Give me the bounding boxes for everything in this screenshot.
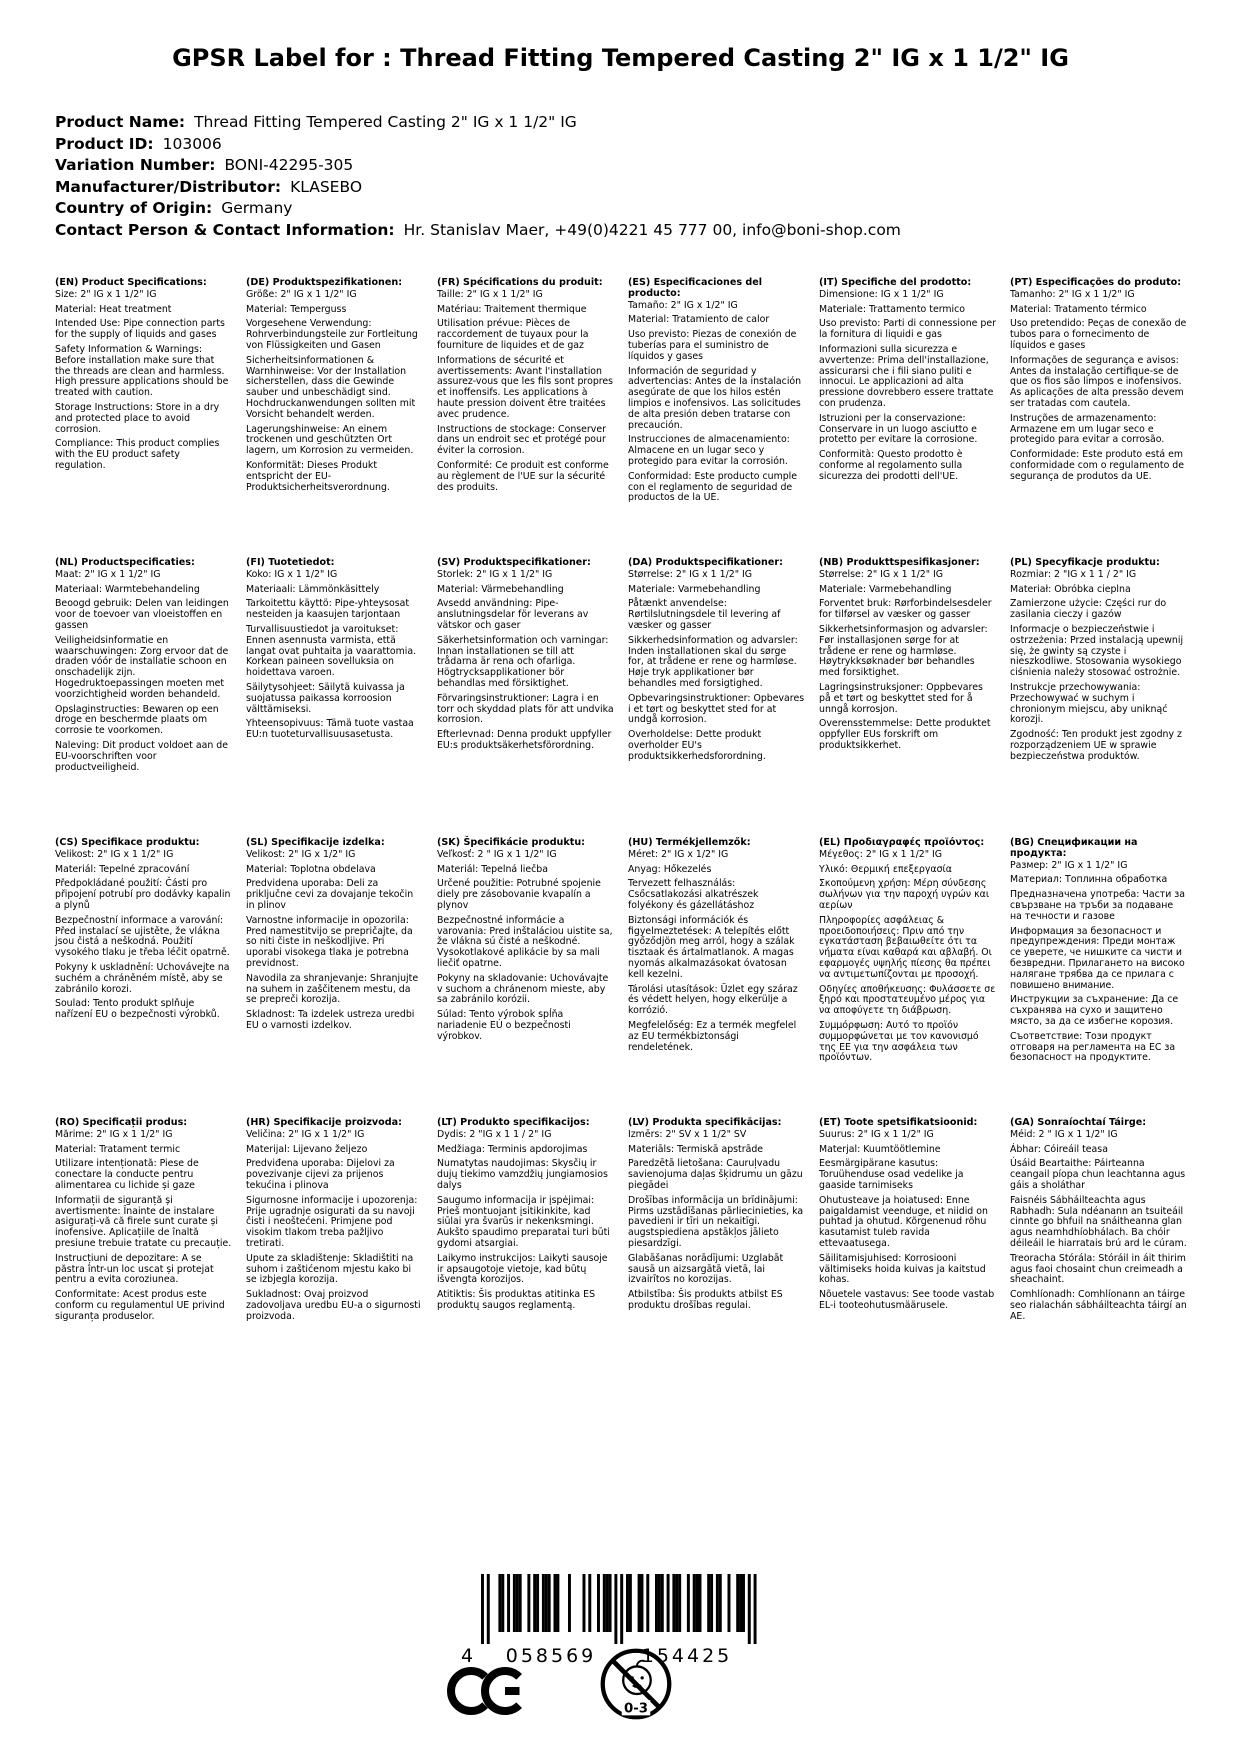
spec-paragraph: Säilitamisjuhised: Korrosiooni vältimiseks hoida kuivas ja kaitstud kohas. [819,1252,986,1286]
spec-paragraph: Atitiktis: Šis produktas atitinka ES produktų saugos reglamentą. [437,1289,596,1311]
spec-paragraph: Matériau: Traitement thermique [437,303,587,315]
spec-paragraph: Avsedd användning: Pipe-anslutningsdelar för leverans av vätskor och gaser [437,598,589,631]
page-title: GPSR Label for : Thread Fitting Tempered Casting 2" IG x 1 1/2" IG [172,44,1069,72]
spec-paragraph: Laikymo instrukcijos: Laikyti sausoje ir apsaugotoje vietoje, kad būtų išvengta korozijos. [437,1252,608,1286]
spec-paragraph: Anyag: Hőkezelés [628,863,712,875]
barcode-digits-left-group: 058569 [505,1645,597,1667]
age-warning-label: 0-3 [623,1701,649,1717]
spec-paragraph: Sikkerhedsinformation og advarsler: Inden installationen skal du sørge for, at trådene er rene og harmløse. Høje tryk applikationer bør behandles med forsigtighed. [628,634,798,689]
spec-block [55,1118,232,1398]
spec-block-header: (RO) Specificații produs: [55,1117,188,1128]
spec-paragraph: Conformidad: Este producto cumple con el reglamento de seguridad de productos de la UE. [628,470,798,504]
info-row [55,220,901,242]
spec-paragraph: Materiaal: Warmtebehandeling [55,583,200,595]
spec-paragraph: Predvidena uporaba: Deli za priključne cevi za dovajanje tekočin in plinov [246,878,414,911]
spec-paragraph: Предназначена употреба: Части за свързване на тръби за подаване на течности и газове [1010,889,1185,922]
barcode-digits-right-group: 154425 [641,1645,733,1667]
spec-block-header: (DA) Produktspecifikationer: [628,557,783,568]
spec-block-header: (ET) Toote spetsifikatsioonid: [819,1117,978,1128]
spec-block-header: (PT) Especificações do produto: [1010,277,1182,288]
spec-paragraph: Megfelelőség: Ez a termék megfelel az EU termékbiztonsági rendeletének. [628,1019,797,1053]
spec-paragraph: Efterlevnad: Denna produkt uppfyller EU:s produktsäkerhetsförordning. [437,729,612,751]
spec-block [55,558,232,838]
spec-paragraph: Storlek: 2" IG x 1 1/2" IG [437,568,553,580]
info-row [55,198,901,220]
spec-paragraph: Size: 2" IG x 1 1/2" IG [55,288,157,300]
spec-paragraph: Beoogd gebruik: Delen van leidingen voor de toevoer van vloeistoffen en gassen [55,598,229,631]
spec-block [246,838,423,1118]
spec-paragraph: Información de seguridad y advertencias: Antes de la instalación asegúrate de que los hilos estén limpios e inofensivos. Las solicitudes de alta presión deben tratarse con precaución. [628,365,802,431]
spec-paragraph: Overensstemmelse: Dette produktet oppfyller EUs forskrift om produktsikkerhet. [819,718,991,751]
spec-block-header: (BG) Спецификации на продукта: [1010,837,1138,859]
spec-paragraph: Drošības informācija un brīdinājumi: Pirms uzstādīšanas pārliecinieties, ka pavedieni ir tīri un nekaitīgi. augstspiediena apstākļos jālieto piesardzīgi. [628,1194,804,1249]
info-value: Hr. Stanislav Maer, +49(0)4221 45 777 00, info@boni-shop.com [403,220,901,239]
spec-paragraph: Informacje o bezpieczeństwie i ostrzeżenia: Przed instalacją upewnij się, że gwinty są czyste i nieszkodliwe. Stosowania wysokiego ciśnienia należy stosować ostrożnie. [1010,623,1184,679]
spec-paragraph: Instrucțiuni de depozitare: A se păstra într-un loc uscat și protejat pentru a evita coroziunea. [55,1252,214,1286]
age-warning-icon [598,1646,674,1726]
info-label: Product ID: [55,134,154,153]
spec-paragraph: Conformitate: Acest produs este conform cu regulamentul UE privind siguranța produselor. [55,1289,225,1322]
spec-paragraph: Mărime: 2" IG x 1 1/2" IG [55,1128,173,1140]
info-row [55,177,901,199]
spec-paragraph: Pokyny na skladovanie: Uchovávajte v suchom a chránenom mieste, aby sa zabránilo korózii. [437,972,609,1006]
spec-paragraph: Πληροφορίες ασφάλειας & προειδοποιήσεις: Πριν από την εγκατάσταση βεβαιωθείτε ότι τα νήματα είναι καθαρά και αβλαβή. Οι εφαρμογές υψηλής πίεσης θα πρέπει να αντιμετωπίζονται με προσοχή. [819,914,992,980]
spec-paragraph: Conformité: Ce produit est conforme au règlement de l'UE sur la sécurité des produits. [437,459,609,493]
spec-paragraph: Uso previsto: Parti di connessione per la fornitura di liquidi e gas [819,318,996,341]
spec-block [1010,1118,1187,1398]
spec-paragraph: Uso previsto: Piezas de conexión de tuberías para el suministro de líquidos y gases [628,329,797,362]
spec-block-header: (EL) Προδιαγραφές προϊόντος: [819,837,985,848]
spec-block [819,1118,996,1398]
spec-paragraph: Utilizare intenționată: Piese de conectare la conducte pentru alimentarea cu lichide și gaze [55,1158,199,1191]
spec-paragraph: Bezpečnostní informace a varování: Před instalací se ujistěte, že vlákna jsou čistá a neškodná. Použití vysokého tlaku je třeba léčit opatrně. [55,914,230,959]
spec-block-header: (SV) Produktspecifikationer: [437,557,591,568]
spec-paragraph: Material: Tratament termic [55,1143,181,1155]
spec-paragraph: Glabāšanas norādījumi: Uzglabāt sausā un aizsargātā vietā, lai izvairītos no korozijas. [628,1252,784,1286]
spec-block [437,838,614,1118]
spec-paragraph: Konformität: Dieses Produkt entspricht der EU-Produktsicherheitsverordnung. [246,459,390,493]
spec-paragraph: Materjal: Kuumtöötlemine [819,1143,941,1155]
spec-paragraph: Navodila za shranjevanje: Shranjujte na suhem in zaščitenem mestu, da se prepreči korozija. [246,972,419,1006]
spec-paragraph: Taille: 2" IG x 1 1/2" IG [437,288,543,300]
spec-paragraph: Medžiaga: Terminis apdorojimas [437,1143,588,1155]
spec-paragraph: Súlad: Tento výrobok spĺňa nariadenie EÚ o bezpečnosti výrobkov. [437,1009,571,1042]
spec-paragraph: Υλικό: Θερμική επεξεργασία [819,863,952,875]
info-row [55,112,901,134]
spec-block-header: (HU) Termékjellemzők: [628,837,751,848]
info-label: Contact Person & Contact Information: [55,220,395,239]
spec-paragraph: Materiał: Obróbka cieplna [1010,583,1131,595]
spec-paragraph: Instructions de stockage: Conserver dans un endroit sec et protégé pour éviter la corrosion. [437,423,606,457]
spec-paragraph: Maat: 2" IG x 1 1/2" IG [55,568,161,580]
spec-paragraph: Material: Heat treatment [55,303,172,315]
spec-paragraph: Säkerhetsinformation och varningar: Innan installationen se till att trådarna är rena och ofarliga. Högtrycksapplikationer bör behandlas med försiktighet. [437,634,609,689]
spec-block-header: (HR) Specifikacije proizvoda: [246,1117,402,1128]
spec-paragraph: Comhlíonadh: Comhlíonann an táirge seo rialachán sábháilteachta táirgí an AE. [1010,1289,1187,1322]
info-value: Germany [221,199,293,217]
info-value: Thread Fitting Tempered Casting 2" IG x 1 1/2" IG [194,113,577,131]
spec-paragraph: Veiligheidsinformatie en waarschuwingen: Zorg ervoor dat de draden vóór de installatie schoon en onschadelijk zijn. Hogedruktoepassingen moeten met voorzichtigheid worden behandeld. [55,634,229,700]
spec-paragraph: Dimensione: IG x 1 1/2" IG [819,288,944,300]
spec-paragraph: Materiāls: Termiskā apstrāde [628,1143,764,1155]
spec-paragraph: Paredzētā lietošana: Cauruļvadu savienojuma daļas šķidrumu un gāzu piegādei [628,1158,803,1191]
spec-paragraph: Material: Temperguss [246,303,347,315]
spec-paragraph: Velikost: 2" IG x 1 1/2" IG [55,848,174,860]
spec-block-header: (SK) Špecifikácie produktu: [437,837,586,848]
spec-block-header: (SL) Specifikacije izdelka: [246,837,385,848]
spec-paragraph: Opbevaringsinstruktioner: Opbevares i et tørt og beskyttet sted for at undgå korrosion. [628,692,805,726]
spec-grid [55,278,1187,1398]
spec-paragraph: Turvallisuustiedot ja varoitukset: Ennen asennusta varmista, että langat ovat puhtaita ja vaarattomia. Korkean paineen sovelluksia on hoidettava varoen. [246,623,417,679]
spec-paragraph: Förvaringsinstruktioner: Lagra i en torr och skyddad plats för att undvika korrosion. [437,692,614,726]
spec-paragraph: Pokyny k uskladnění: Uchovávejte na suchém a chráněném místě, aby se zabránilo korozi. [55,961,230,995]
spec-paragraph: Informations de sécurité et avertissements: Avant l'installation assurez-vous que les fils sont propres et inoffensifs. Les applications à haute pression doivent être traitées avec prudence. [437,354,614,420]
spec-paragraph: Materiale: Varmebehandling [819,583,952,595]
spec-paragraph: Instruções de armazenamento: Armazene em um lugar seco e protegido para evitar a corrosão. [1010,412,1165,446]
spec-block [246,558,423,838]
spec-block-header: (CS) Specifikace produktu: [55,837,200,848]
spec-paragraph: Sicherheitsinformationen & Warnhinweise: Vor der Installation sicherstellen, dass die Gewinde sauber und unbeschädigt sind. Hochdruckanwendungen sollten mit Vorsicht behandelt werden. [246,354,416,420]
spec-paragraph: Velikost: 2" IG x 1/2" IG [246,848,356,860]
spec-block-header: (NB) Produkttspesifikasjoner: [819,557,980,568]
spec-paragraph: Информация за безопасност и предупреждения: Преди монтаж се уверете, че нишките са чисти и безвредни. Прилагането на високо налягане трябва да се прилага с повишено внимание. [1010,925,1185,991]
spec-paragraph: Påtænkt anvendelse: Rørtilslutningsdele til levering af væsker og gasser [628,598,781,631]
info-label: Manufacturer/Distributor: [55,177,282,196]
spec-paragraph: Materiale: Varmebehandling [628,583,761,595]
spec-paragraph: Material: Tratamiento de calor [628,314,770,326]
spec-paragraph: Soulad: Tento produkt splňuje nařízení EU o bezpečnosti výrobků. [55,998,220,1021]
product-info [55,112,901,241]
spec-paragraph: Intended Use: Pipe connection parts for the supply of liquids and gases [55,318,225,341]
spec-block [437,1118,614,1398]
spec-block [437,558,614,838]
info-row [55,155,901,177]
spec-paragraph: Размер: 2" IG x 1 1/2" IG [1010,859,1128,871]
spec-block-header: (IT) Specifiche del prodotto: [819,277,972,288]
spec-block [1010,838,1187,1118]
spec-paragraph: Předpokládané použití: Části pro připojení potrubí pro dodávky kapalin a plynů [55,878,231,911]
spec-paragraph: Σκοπούμενη χρήση: Μέρη σύνδεσης σωλήνων για την παροχή υγρών και αερίων [819,878,989,911]
spec-paragraph: Eesmärgipärane kasutus: Toruühenduse osad vedelike ja gaaside tarnimiseks [819,1158,964,1191]
spec-block-header: (LT) Produkto specifikacijos: [437,1117,590,1128]
spec-block [55,838,232,1118]
spec-block [246,1118,423,1398]
spec-paragraph: Méret: 2" IG x 1/2" IG [628,848,729,860]
spec-paragraph: Naleving: Dit product voldoet aan de EU-voorschriften voor productveiligheid. [55,739,228,773]
spec-paragraph: Sukladnost: Ovaj proizvod zadovoljava uredbu EU-a o sigurnosti proizvoda. [246,1289,421,1322]
spec-paragraph: Størrelse: 2" IG x 1 1/2" IG [628,568,753,580]
spec-paragraph: Safety Information & Warnings: Before installation make sure that the threads are clean and harmless. High pressure applications should be treated with caution. [55,343,229,399]
spec-paragraph: Materiale: Trattamento termico [819,303,966,315]
spec-paragraph: Sikkerhetsinformasjon og advarsler: Før installasjonen sørge for at trådene er rene og harmløse. Høytrykksøknader bør behandles med forsiktighet. [819,623,988,679]
spec-paragraph: Určené použitie: Potrubné spojenie diely pre zásobovanie kvapalín a plynov [437,878,601,911]
spec-paragraph: Οδηγίες αποθήκευσης: Φυλάσσετε σε ξηρό και προστατευμένο μέρος για να αποφύγετε τη διάβρωση. [819,983,996,1017]
spec-block-header: (GA) Sonraíochtaí Táirge: [1010,1117,1147,1128]
spec-paragraph: Material: Tratamento térmico [1010,303,1147,315]
ce-mark-icon [447,1666,530,1720]
spec-paragraph: Forventet bruk: Rørforbindelsesdeler for tilførsel av væsker og gasser [819,598,992,621]
spec-paragraph: Инструкции за съхранение: Да се съхранява на сухо и защитено място, за да се избегне корозия. [1010,994,1179,1027]
spec-paragraph: Predviđena uporaba: Dijelovi za povezivanje cijevi za prijenos tekućina i plinova [246,1158,395,1191]
spec-paragraph: Tarkoitettu käyttö: Pipe-yhteysosat nesteiden ja kaasujen tarjontaan [246,598,410,621]
spec-paragraph: Materiál: Tepelné zpracování [55,863,190,875]
spec-paragraph: Ábhar: Cóireáil teasa [1010,1143,1108,1155]
spec-paragraph: Yhteensopivuus: Tämä tuote vastaa EU:n tuoteturvallisuusasetusta. [246,718,414,741]
spec-paragraph: Tervezett felhasználás: Csőcsatlakozási alkatrészek folyékony és gázellátáshoz [628,878,759,911]
spec-block-header: (NL) Productspecificaties: [55,557,195,568]
info-label: Country of Origin: [55,199,213,217]
spec-paragraph: Nõuetele vastavus: See toode vastab EL-i tooteohutusmäärusele. [819,1289,995,1311]
spec-paragraph: Zgodność: Ten produkt jest zgodny z rozporządzeniem UE w sprawie bezpieczeństwa produktów. [1010,729,1182,762]
spec-block-header: (DE) Produktspezifikationen: [246,277,403,288]
spec-block [1010,278,1187,558]
spec-block [819,838,996,1118]
spec-paragraph: Veľkosť: 2 " IG x 1 1/2" IG [437,848,557,860]
spec-paragraph: Koko: IG x 1 1/2" IG [246,568,338,580]
info-label: Product Name: [55,113,186,131]
spec-paragraph: Material: Toplotna obdelava [246,863,376,875]
info-label: Variation Number: [55,156,216,174]
spec-paragraph: Ohutusteave ja hoiatused: Enne paigaldamist veenduge, et niidid on puhtad ja ohutud. Kõrgenenud rõhu kasutamist tuleb ravida ettevaatusega. [819,1194,988,1249]
spec-block-header: (FR) Spécifications du produit: [437,277,603,288]
spec-paragraph: Conformidade: Este produto está em conformidade com o regulamento de segurança de produtos da UE. [1010,449,1185,482]
spec-paragraph: Lagerungshinweise: An einem trockenen und geschützten Ort lagern, um Korrosion zu vermeiden. [246,423,414,457]
spec-paragraph: Veličina: 2" IG x 1 1/2" IG [246,1128,365,1140]
spec-paragraph: Instrukcje przechowywania: Przechowywać w suchym i chronionym miejscu, aby uniknąć korozji. [1010,681,1168,726]
spec-paragraph: Méid: 2 " IG x 1 1/2" IG [1010,1128,1118,1140]
spec-block-header: (PL) Specyfikacje produktu: [1010,557,1160,568]
spec-paragraph: Rozmiar: 2 "IG x 1 1 / 2" IG [1010,568,1137,580]
spec-paragraph: Dydis: 2 "IG x 1 1 / 2" IG [437,1128,552,1140]
spec-paragraph: Conformità: Questo prodotto è conforme al regolamento sulla sicurezza dei prodotti dell'UE. [819,449,963,482]
spec-paragraph: Saugumo informacija ir įspėjimai: Prieš montuojant įsitikinkite, kad siūlai yra švarūs ir nekenksmingi. Aukšto spaudimo preparatai turi būti gydomi atsargiai. [437,1194,610,1249]
spec-block-header: (EN) Product Specifications: [55,277,207,288]
spec-block [819,278,996,558]
spec-block-header: (FI) Tuotetiedot: [246,557,335,568]
spec-paragraph: Varnostne informacije in opozorila: Pred namestitvijo se prepričajte, da so niti čiste in neškodljive. Pri uporabi visokega tlaka je potrebna previdnost. [246,914,413,969]
spec-paragraph: Informații de siguranță și avertismente: Înainte de instalare asigurați-vă că firele sunt curate și inofensive. Aplicațiile de înaltă presiune trebuie tratate cu precauție. [55,1194,232,1249]
spec-paragraph: Treoracha Stórála: Stóráil in áit thirim agus faoi chosaint chun creimeadh a sheachaint. [1010,1252,1186,1286]
spec-paragraph: Sigurnosne informacije i upozorenja: Prije ugradnje osigurati da su navoji čisti i neoštećeni. Primjene pod visokim tlakom treba pažljivo tretirati. [246,1194,418,1249]
spec-paragraph: Istruzioni per la conservazione: Conservare in un luogo asciutto e protetto per evitare la corrosione. [819,412,978,446]
spec-block [437,278,614,558]
spec-paragraph: Material: Värmebehandling [437,583,564,595]
spec-paragraph: Utilisation prévue: Pièces de raccordement de tuyaux pour la fourniture de liquides et de gaz [437,318,589,351]
info-row [55,134,901,156]
spec-block [628,838,805,1118]
spec-block [628,558,805,838]
spec-paragraph: Upute za skladištenje: Skladištiti na suhom i zaštićenom mjestu kako bi se izbjegla korozija. [246,1252,414,1286]
spec-paragraph: Storage Instructions: Store in a dry and protected place to avoid corrosion. [55,401,220,435]
spec-paragraph: Informazioni sulla sicurezza e avvertenze: Prima dell'installazione, assicurarsi che i fili siano puliti e innocui. Le applicazioni ad alta pressione dovrebbero essere trattate con prudenza. [819,343,994,409]
spec-block-header: (LV) Produkta specifikācijas: [628,1117,782,1128]
spec-paragraph: Informações de segurança e avisos: Antes da instalação certifique-se de que os fios são limpos e inofensivos. As aplicações de alta pressão devem ser tratadas com cautela. [1010,354,1184,409]
spec-paragraph: Opslaginstructies: Bewaren op een droge en beschermde plaats om corrosie te voorkomen. [55,703,219,737]
spec-paragraph: Størrelse: 2" IG x 1 1/2" IG [819,568,944,580]
spec-paragraph: Suurus: 2" IG x 1 1/2" IG [819,1128,934,1140]
info-value: 103006 [162,134,222,153]
spec-paragraph: Úsáid Beartaithe: Páirteanna ceangail píopa chun leachtanna agus gáis a sholáthar [1010,1158,1186,1191]
spec-block [55,278,232,558]
barcode-digit-left: 4 [461,1645,474,1667]
spec-paragraph: Συμμόρφωση: Αυτό το προϊόν συμμορφώνεται με τον κανονισμό της ΕΕ για την ασφάλεια των προϊόντων. [819,1019,979,1064]
spec-block-header: (ES) Especificaciones del producto: [628,277,763,299]
spec-paragraph: Tárolási utasítások: Üzlet egy száraz és védett helyen, hogy elkerülje a korrózió. [628,983,798,1017]
spec-paragraph: Μέγεθος: 2" IG x 1 1/2" IG [819,848,943,860]
spec-paragraph: Numatytas naudojimas: Skysčių ir dujų tiekimo vamzdžių jungiamosios dalys [437,1158,608,1191]
spec-paragraph: Tamanho: 2" IG x 1 1/2" IG [1010,288,1135,300]
spec-paragraph: Lagringsinstruksjoner: Oppbevares på et tørt og beskyttet sted for å unngå korrosjon. [819,681,983,715]
spec-paragraph: Faisnéis Sábháilteachta agus Rabhadh: Sula ndéanann an tsuiteáil cinnte go bhfuil na snáitheanna glan agus neamhdhíobhálach. Ba chóir déileáil le hiarratais brú ard le cúram. [1010,1194,1187,1249]
spec-paragraph: Tamaño: 2" IG x 1/2" IG [628,299,738,311]
spec-paragraph: Материал: Топлинна обработка [1010,874,1168,886]
spec-block [246,278,423,558]
spec-paragraph: Materiál: Tepelná liečba [437,863,548,875]
spec-paragraph: Biztonsági információk és figyelmeztetések: A telepítés előtt győződjön meg arról, hogy a szálak tisztaak és ártalmatlanok. A magas nyomás alkalmazásokat óvatosan kell kezelni. [628,914,795,980]
spec-paragraph: Uso pretendido: Peças de conexão de tubos para o fornecimento de líquidos e gases [1010,318,1187,351]
spec-paragraph: Säilytysohjeet: Säilytä kuivassa ja suojatussa paikassa korroosion välttämiseksi. [246,681,405,715]
spec-block [1010,558,1187,838]
spec-paragraph: Skladnost: Ta izdelek ustreza uredbi EU o varnosti izdelkov. [246,1009,415,1031]
spec-paragraph: Materiaali: Lämmönkäsittely [246,583,380,595]
spec-paragraph: Zamierzone użycie: Części rur do zasilania cieczy i gazów [1010,598,1167,621]
info-value: BONI-42295-305 [224,156,354,174]
spec-block [628,278,805,558]
spec-paragraph: Vorgesehene Verwendung: Rohrverbindungsteile zur Fortleitung von Flüssigkeiten und Gasen [246,318,418,351]
spec-paragraph: Materijal: Lijevano željezo [246,1143,368,1155]
spec-paragraph: Compliance: This product complies with the EU product safety regulation. [55,438,220,471]
spec-paragraph: Overholdelse: Dette produkt overholder EU's produktsikkerhedsforordning. [628,729,766,762]
spec-block [819,558,996,838]
spec-block [628,1118,805,1398]
spec-paragraph: Bezpečnostné informácie a varovania: Pred inštaláciou uistite sa, že vlákna sú čisté a neškodné. Vysokotlakové aplikácie by sa mali liečiť opatrne. [437,914,613,969]
spec-paragraph: Größe: 2" IG x 1 1/2" IG [246,288,357,300]
spec-paragraph: Atbilstība: Šis produkts atbilst ES produktu drošības regulai. [628,1289,783,1311]
spec-paragraph: Izmērs: 2" SV x 1 1/2" SV [628,1128,747,1140]
spec-paragraph: Instrucciones de almacenamiento: Almacene en un lugar seco y protegido para evitar la corrosión. [628,434,790,467]
spec-paragraph: Съответствие: Този продукт отговаря на регламента на ЕС за безопасност на продуктите. [1010,1030,1176,1064]
info-value: KLASEBO [290,177,363,196]
